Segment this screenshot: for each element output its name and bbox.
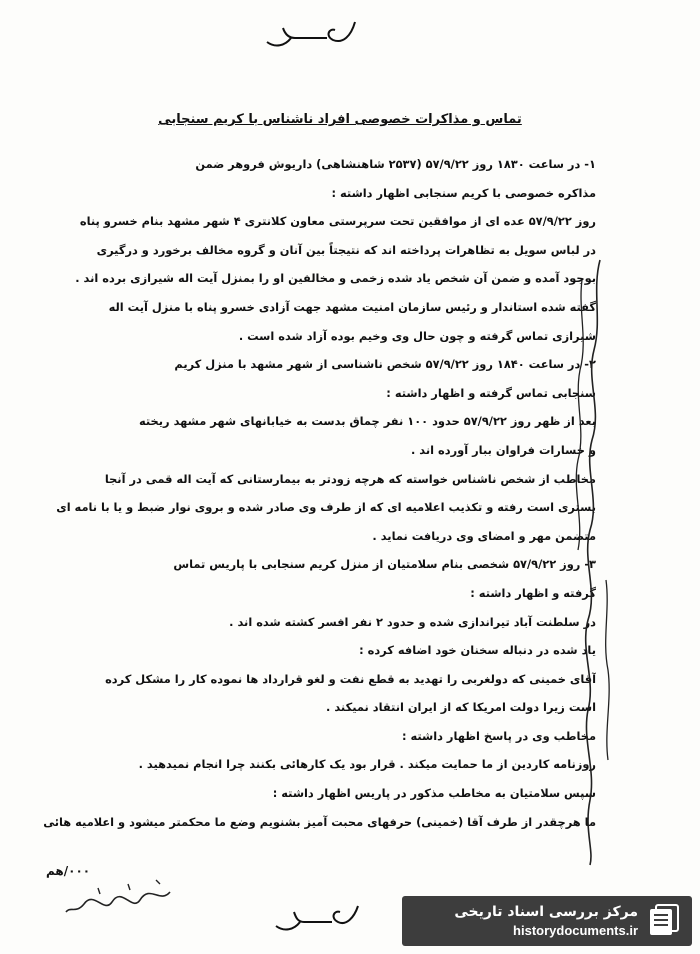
- book-logo-icon: [646, 901, 686, 941]
- body-line: سنجابی تماس گرفته و اظهار داشته :: [386, 385, 596, 400]
- watermark-text: [454, 902, 638, 940]
- body-line: یاد شده در دنباله سخنان خود اضافه کرده :: [359, 643, 596, 658]
- watermark-banner: [402, 896, 692, 946]
- body-line: ۱- در ساعت ۱۸۳۰ روز ۵۷/۹/۲۲ (۲۵۳۷ شاهنشاهی) داریوش فروهر ضمن: [195, 157, 596, 171]
- body-line: مذاکره خصوصی با کریم سنجابی اظهار داشته :: [331, 185, 596, 200]
- body-line: بستری است رفته و تکذیب اعلامیه ای که از طرف وی صادر شده و بروی نوار ضبط و یا با نامه ای: [56, 500, 596, 515]
- body-line: گرفته و اظهار داشته :: [470, 585, 596, 600]
- body-line: مخاطب وی در پاسخ اظهار داشته :: [401, 728, 596, 743]
- body-line: است زیرا دولت امریکا که از ایران انتقاد نمیکند .: [326, 700, 596, 715]
- signature-scribble: [60, 872, 180, 922]
- watermark-title: مرکز بررسی اسناد تاریخی: [454, 904, 638, 920]
- body-line: متضمن مهر و امضای وی دریافت نماید .: [372, 528, 596, 543]
- body-line: سپس سلامتیان به مخاطب مذکور در پاریس اظهار داشته :: [272, 786, 596, 801]
- classification-stamp-top: [255, 14, 365, 54]
- handwritten-scribble: [572, 250, 612, 870]
- body-line: و خسارات فراوان ببار آورده اند .: [411, 442, 596, 457]
- body-line: ۳- روز ۵۷/۹/۲۲ شخصی بنام سلامتیان از منزل کریم سنجابی با پاریس تماس: [173, 557, 596, 572]
- document-title: تماس و مذاکرات خصوصی افراد ناشناس با کریم سنجابی: [158, 112, 522, 127]
- handwritten-secret-mark: [255, 14, 365, 54]
- body-line: روز ۵۷/۹/۲۲ عده ای از موافقین تحت سرپرستی معاون کلانتری ۴ شهر مشهد بنام خسرو پناه: [79, 214, 596, 229]
- body-line: ما هرچقدر از طرف آقا (خمینی) حرفهای محبت آمیز بشنویم وضع ما محکمتر میشود و اعلامیه هائی: [43, 814, 596, 829]
- reference-number: ۰۰۰/هم: [46, 864, 91, 878]
- handwritten-margin-note: [572, 250, 612, 870]
- watermark-url: historydocuments.ir: [513, 923, 638, 938]
- body-line: گفته شده استاندار و رئیس سازمان امنیت مشهد جهت آزادی خسرو پناه با منزل آیت اله: [108, 299, 596, 314]
- body-line: مخاطب از شخص ناشناس خواسته که هرچه زودتر به بیمارستانی که آیت اله قمی در آنجا: [104, 471, 596, 486]
- body-line: آقای خمینی که دولغربی را تهدید به قطع نفت و لغو قرارداد ها نموده کار را مشکل کرده: [105, 671, 596, 686]
- document-body: [36, 150, 596, 836]
- handwritten-signature: [60, 872, 180, 922]
- body-line: بوجود آمده و ضمن آن شخص یاد شده زخمی و مخالفین او را بمنزل آیت اله شیرازی برده اند .: [75, 271, 596, 286]
- body-line: روزنامه کاردین از ما حمایت میکند . قرار بود یک کارهائی بکنند چرا انجام نمیدهید .: [138, 757, 596, 772]
- body-line: ۲- در ساعت ۱۸۴۰ روز ۵۷/۹/۲۲ شخص ناشناسی از شهر مشهد با منزل کریم: [174, 357, 596, 372]
- body-line: در لباس سویل به تظاهرات پرداخته اند که نتیجتاً بین آنان و گروه مخالف برخورد و درگیری: [96, 242, 596, 257]
- classification-stamp-bottom: [268, 900, 368, 936]
- body-line: بعد از ظهر روز ۵۷/۹/۲۲ حدود ۱۰۰ نفر چماق بدست به خیابانهای شهر مشهد ریخته: [139, 414, 596, 429]
- body-line: در سلطنت آباد تیراندازی شده و حدود ۲ نفر افسر کشته شده اند .: [229, 614, 596, 629]
- body-line: شیرازی تماس گرفته و چون حال وی وخیم بوده آزاد شده است .: [238, 328, 596, 343]
- handwritten-secret-mark: [268, 900, 368, 936]
